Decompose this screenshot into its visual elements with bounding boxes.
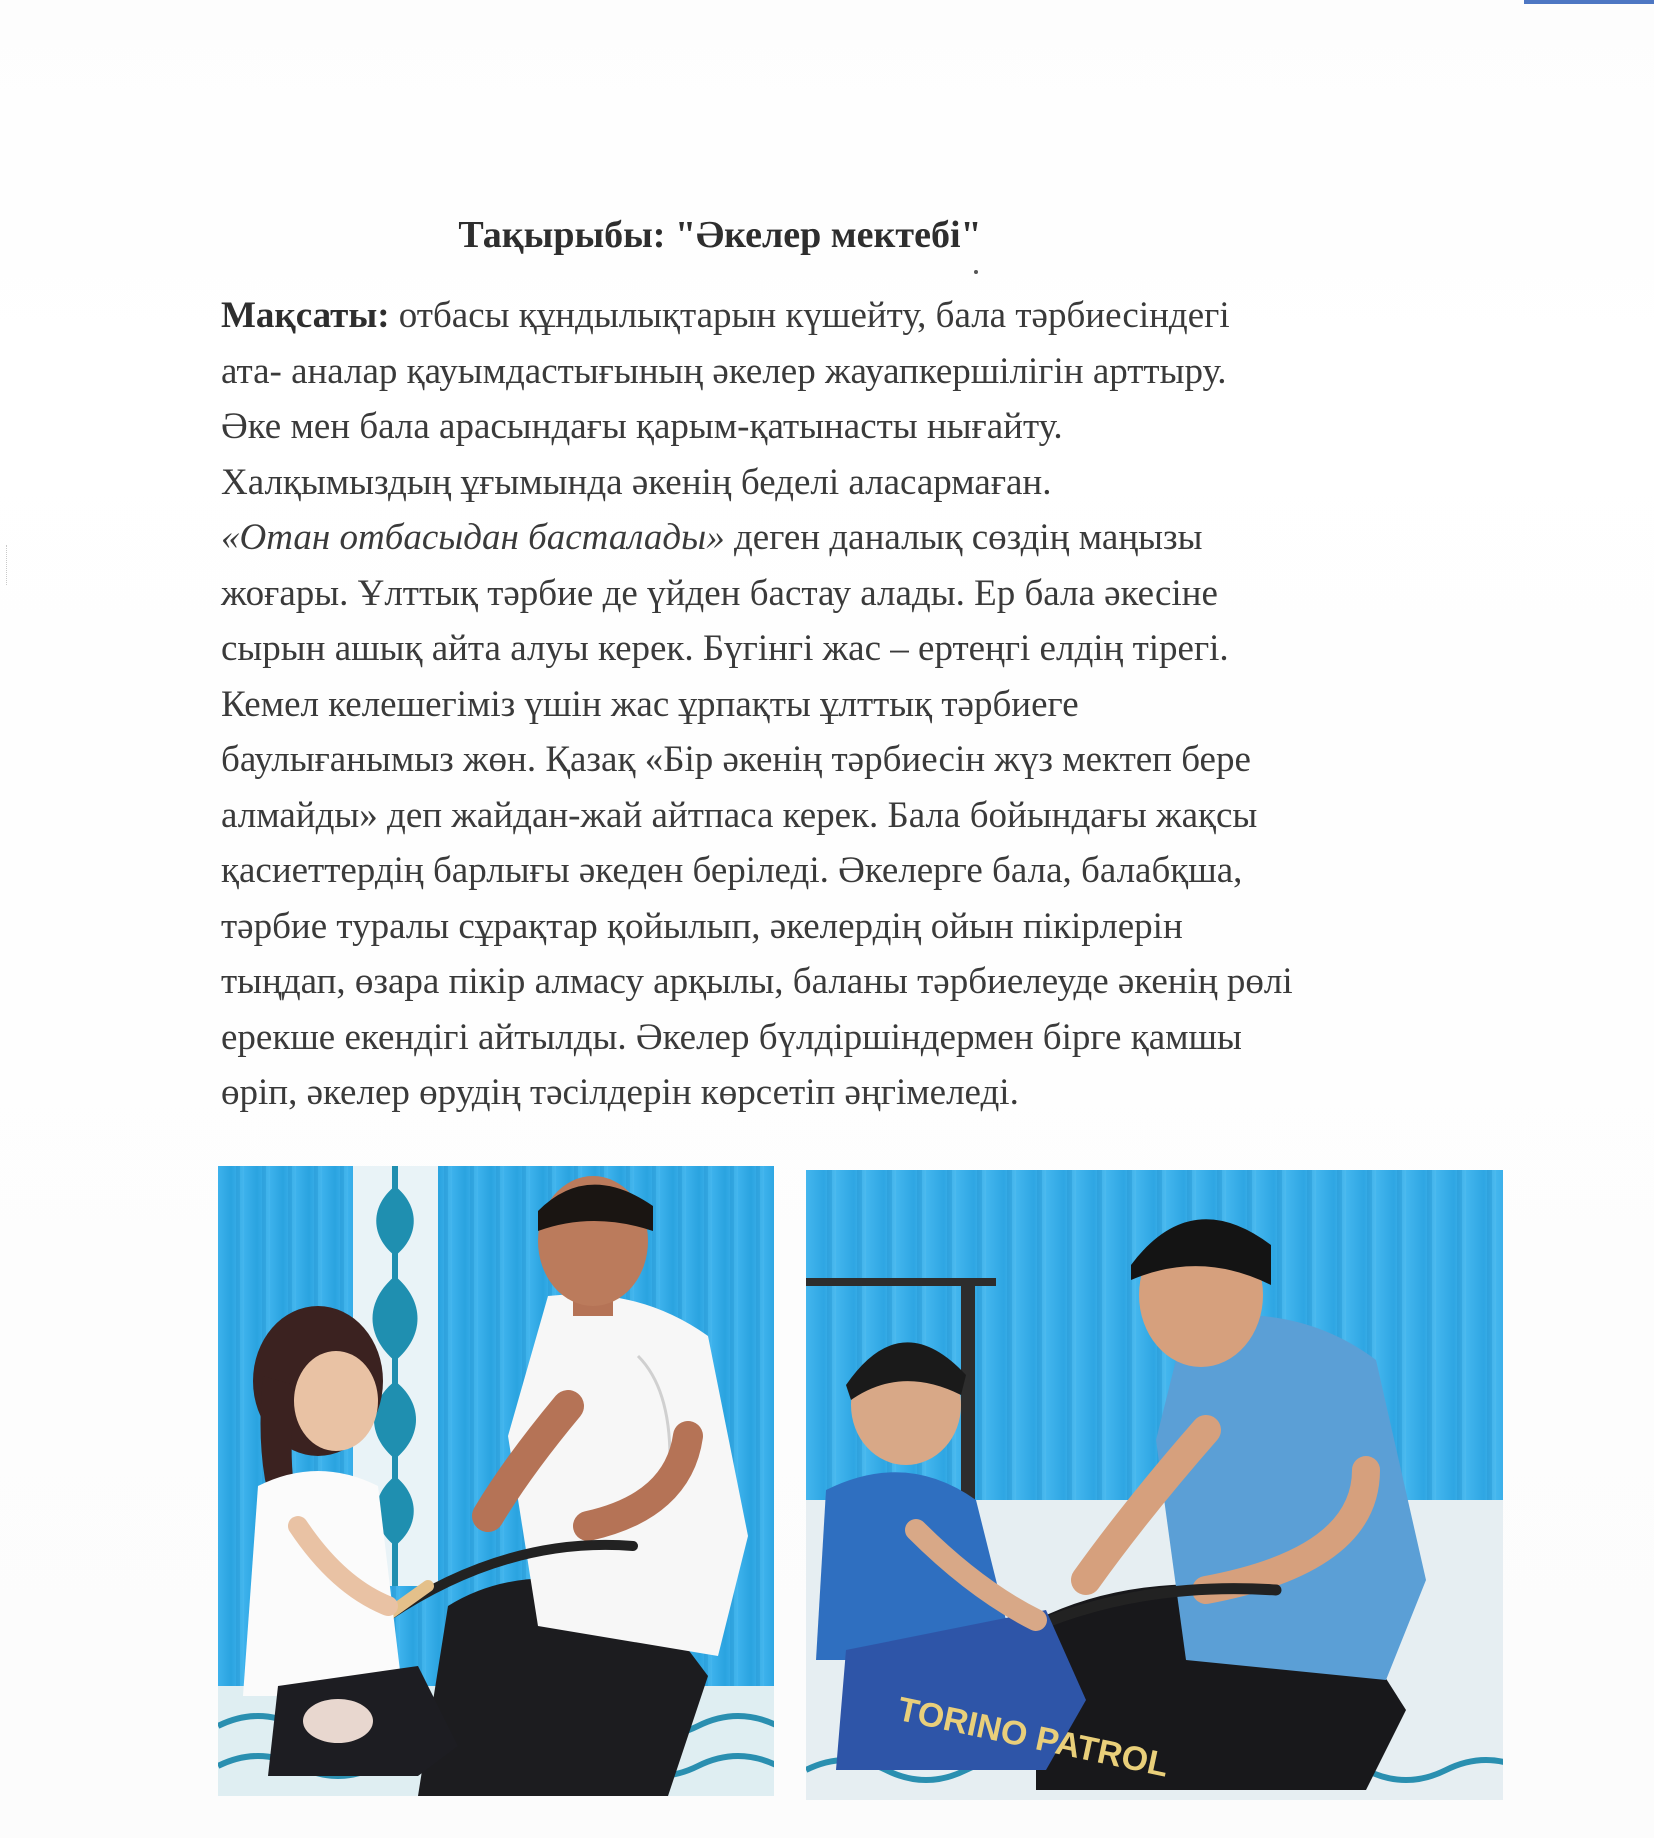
text-line: сырын ашық айта алуы керек. Бүгінгі жас – ертеңгі елдің тірегі.	[221, 628, 1229, 669]
text-line: тәрбие туралы сұрақтар қойылып, әкелердің ойын пікірлерін	[221, 905, 1183, 947]
text-line: Кемел келешегіміз үшін жас ұрпақты ұлттық тәрбиеге	[221, 683, 1079, 725]
photo-father-daughter-image	[218, 1166, 774, 1796]
text-line: ата- аналар қауымдастығының әкелер жауапкершілігін арттыру.	[221, 350, 1227, 392]
text-line: «Отан отбасыдан басталады» деген даналық сөздің маңызы	[221, 517, 1203, 558]
scan-speck	[974, 270, 978, 274]
text-line: ерекше екендігі айтылды. Әкелер бүлдіршіндермен бірге қамшы	[221, 1016, 1242, 1058]
scan-edge-mark-left	[6, 545, 13, 585]
text-line: Мақсаты: отбасы құндылықтарын күшейту, бала тәрбиесіндегі	[221, 295, 1230, 336]
scan-edge-mark	[1524, 0, 1654, 4]
text-line: алмайды» деп жайдан-жай айтпаса керек. Бала бойындағы жақсы	[221, 794, 1258, 836]
photo-father-daughter	[218, 1166, 774, 1796]
body-text	[221, 288, 1521, 1121]
goal-label: Мақсаты:	[221, 295, 390, 336]
photo-young-man-boy	[806, 1170, 1503, 1800]
text-line: Халқымыздың ұғымында әкенің беделі аласармаған.	[221, 461, 1052, 503]
text-line: Әке мен бала арасындағы қарым-қатынасты нығайту.	[221, 406, 1063, 447]
page-title: Тақырыбы: "Әкелер мектебі"	[458, 214, 982, 256]
text-line: баулығанымыз жөн. Қазақ «Бір әкенің тәрбиесін жүз мектеп бере	[221, 739, 1251, 780]
shirt-print-text: TORINO PATROL	[894, 1690, 1173, 1785]
photo-young-man-boy-image	[806, 1170, 1503, 1800]
text-line: жоғары. Ұлттық тәрбие де үйден бастау алады. Ер бала әкесіне	[221, 572, 1218, 614]
text-line: қасиеттердің барлығы әкеден беріледі. Әкелерге бала, балабқша,	[221, 850, 1243, 891]
text-line: өріп, әкелер өрудің тәсілдерін көрсетіп әңгімеледі.	[221, 1072, 1019, 1113]
text-line: тыңдап, өзара пікір алмасу арқылы, баланы тәрбиелеуде әкенің рөлі	[221, 961, 1293, 1002]
proverb-quote: «Отан отбасыдан басталады»	[221, 517, 725, 558]
